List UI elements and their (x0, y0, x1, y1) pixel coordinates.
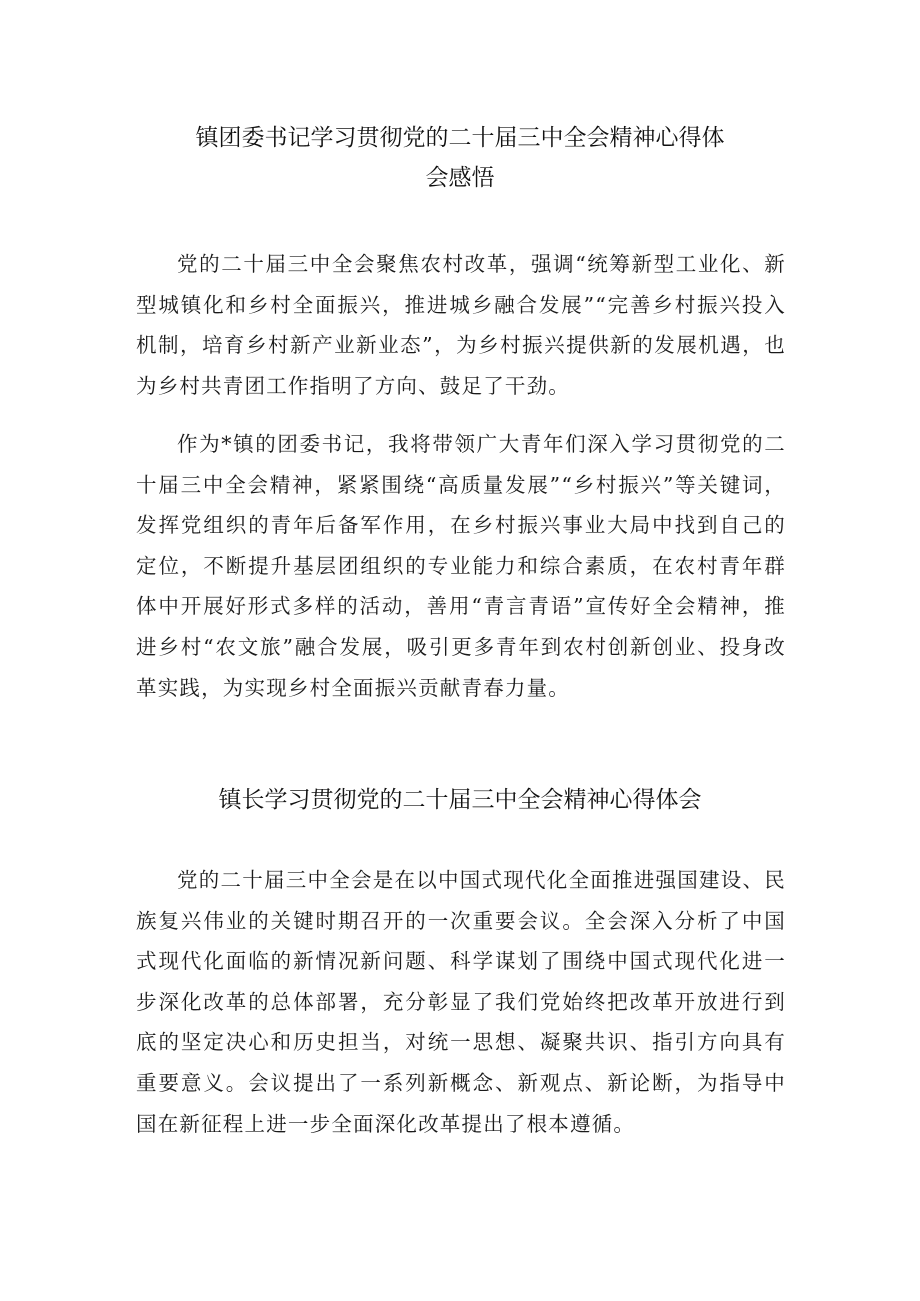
section1-paragraph2: 作为*镇的团委书记，我将带领广大青年们深入学习贯彻党的二十届三中全会精神，紧紧围绕“高质量发展”“乡村振兴”等关键词，发挥党组织的青年后备军作用，在乡村振兴事业大局中找到自己的定位，不断提升基层团组织的专业能力和综合素质，在农村青年群体中开展好形式多样的活动，善用“青言青语”宣传好全会精神，推进乡村“农文旅”融合发展，吸引更多青年到农村创新创业、投身改革实践，为实现乡村全面振兴贡献青春力量。 (136, 432, 786, 700)
section2-paragraph1: 党的二十届三中全会是在以中国式现代化全面推进强国建设、民族复兴伟业的关键时期召开的一次重要会议。全会深入分析了中国式现代化面临的新情况新问题、科学谋划了围绕中国式现代化进一步深化改革的总体部署，充分彰显了我们党始终把改革开放进行到底的坚定决心和历史担当，对统一思想、凝聚共识、指引方向具有重要意义。会议提出了一系列新概念、新观点、新论断，为指导中国在新征程上进一步全面深化改革提出了根本遵循。 (136, 868, 786, 1136)
section1-title (130, 118, 790, 198)
section2-title (130, 780, 790, 820)
section1-paragraph1: 党的二十届三中全会聚焦农村改革，强调“统筹新型工业化、新型城镇化和乡村全面振兴，推进城乡融合发展”“完善乡村振兴投入机制，培育乡村新产业新业态”，为乡村振兴提供新的发展机遇，也为乡村共青团工作指明了方向、鼓足了干劲。 (136, 252, 786, 398)
section1-title-line2: 会感悟 (425, 165, 495, 191)
section2-title-text: 镇长学习贯彻党的二十届三中全会精神心得体会 (218, 787, 702, 813)
section1-title-line1: 镇团委书记学习贯彻党的二十届三中全会精神心得体 (195, 125, 725, 151)
